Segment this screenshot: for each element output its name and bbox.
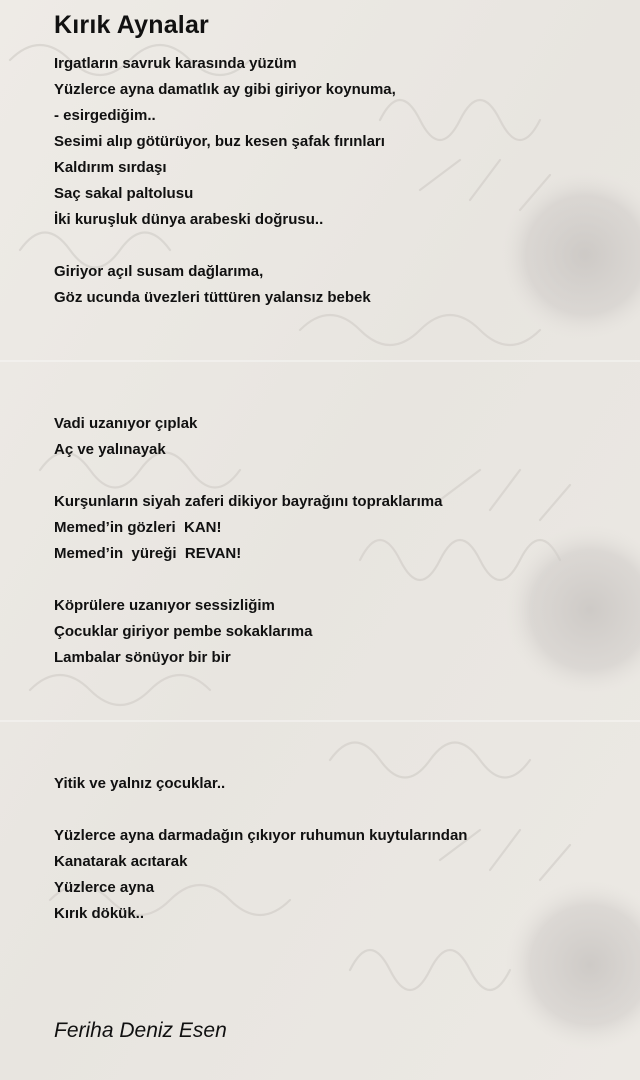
poem-line: Köprülere uzanıyor sessizliğim [54, 597, 275, 614]
poem-line: İki kuruşluk dünya arabeski doğrusu.. [54, 211, 324, 228]
poem-line: Kaldırım sırdaşı [54, 159, 167, 176]
stanza-6 [54, 771, 225, 797]
poem-line: Yüzlerce ayna [54, 879, 155, 896]
poem-line: Yitik ve yalnız çocuklar.. [54, 775, 226, 792]
poem-line: Memed’in yüreği REVAN! [54, 545, 242, 562]
poem-line: Çocuklar giriyor pembe sokaklarıma [54, 623, 313, 640]
poem-line: - esirgediğim.. [54, 107, 156, 124]
poem-line: Vadi uzanıyor çıplak [54, 415, 198, 432]
poem-line: Göz ucunda üvezleri tüttüren yalansız bebek [54, 289, 371, 306]
stanza-4 [54, 489, 442, 567]
stanza-7 [54, 823, 467, 927]
poem-line: Aç ve yalınayak [54, 441, 166, 458]
poem-line: Irgatların savruk karasında yüzüm [54, 55, 297, 72]
poem-line: Kanatarak acıtarak [54, 853, 188, 870]
poem-author: Feriha Deniz Esen [54, 1019, 227, 1042]
poem-line: Giriyor açıl susam dağlarıma, [54, 263, 264, 280]
poem-line: Kurşunların siyah zaferi dikiyor bayrağını topraklarıma [54, 493, 443, 510]
stanza-3 [54, 411, 197, 463]
poem-line: Sesimi alıp götürüyor, buz kesen şafak fırınları [54, 133, 385, 150]
poem-title: Kırık Aynalar [54, 11, 209, 39]
poem-line: Lambalar sönüyor bir bir [54, 649, 231, 666]
stanza-5 [54, 593, 312, 671]
poem-line: Yüzlerce ayna darmadağın çıkıyor ruhumun kuytularından [54, 827, 468, 844]
poem-line: Yüzlerce ayna damatlık ay gibi giriyor koynuma, [54, 81, 396, 98]
poem-line: Kırık dökük.. [54, 905, 145, 922]
stanza-2 [54, 259, 371, 311]
stanza-1 [54, 51, 396, 233]
poem-line: Saç sakal paltolusu [54, 185, 194, 202]
poem-line: Memed’in gözleri KAN! [54, 519, 222, 536]
